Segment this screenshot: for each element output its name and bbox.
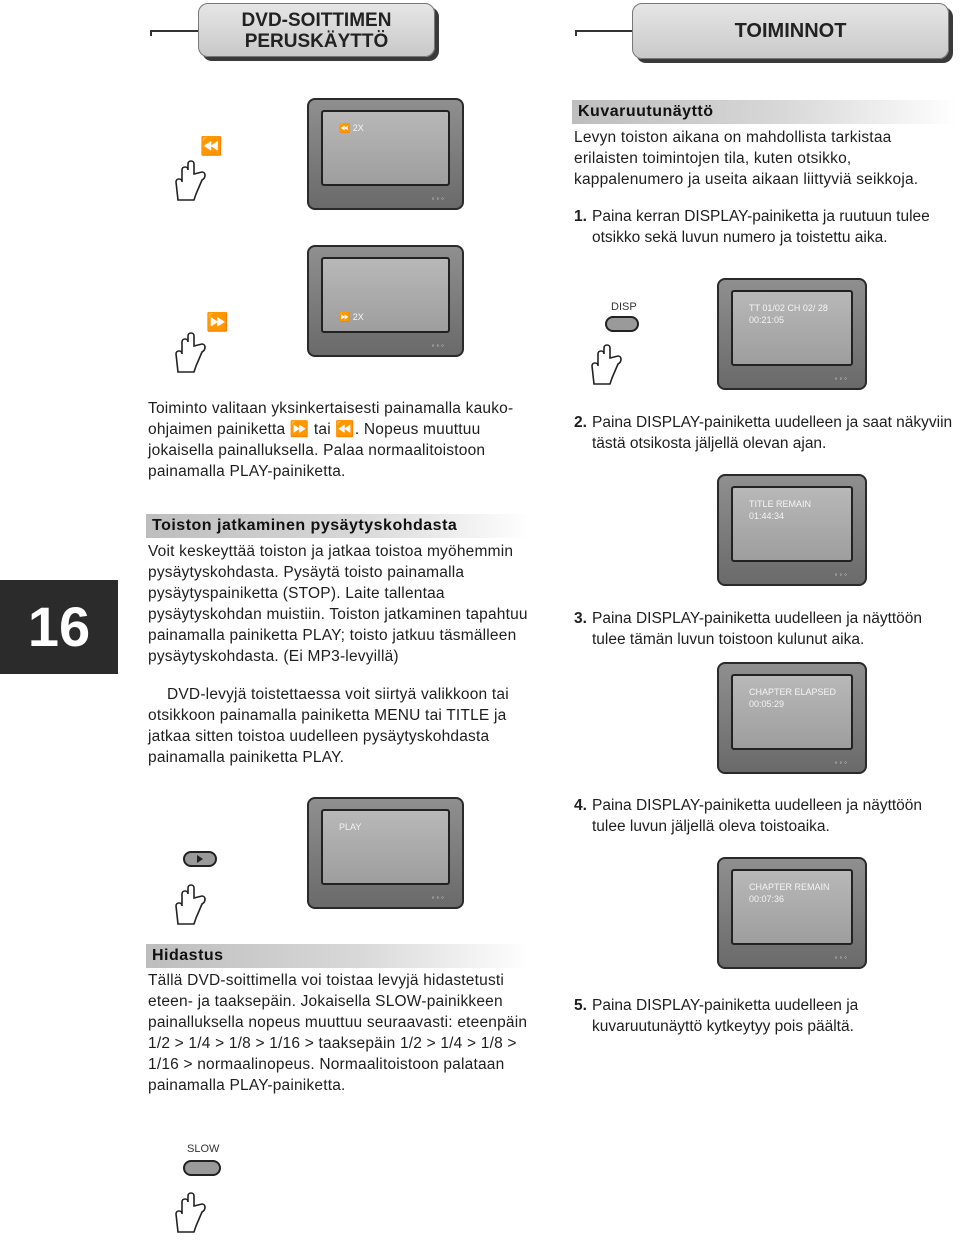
play-icon bbox=[197, 855, 203, 863]
slow-heading: Hidastus bbox=[146, 944, 530, 968]
display-heading: Kuvaruutunäyttö bbox=[572, 100, 958, 124]
tv-screen bbox=[731, 486, 853, 562]
resume-paragraph-1: Voit keskeyttää toiston ja jatkaa toistoa myöhemmin pysäytyskohdasta. Pysäytä toisto painamalla pysäytyspainiketta (STOP). Laite tallentaa pysäytyskohdan muistiin. Toiston jatkaminen tapahtuu painamalla painiketta PLAY; toisto jatkuu täsmälleen pysäytyskohdasta. (Ei MP3-levyillä) bbox=[148, 543, 528, 665]
tv-indicator-lights: ◦◦◦ bbox=[431, 341, 446, 350]
header-rule-left bbox=[150, 30, 198, 32]
header-rule-left-vertical bbox=[150, 30, 152, 36]
speed-instructions: Toiminto valitaan yksinkertaisesti painamalla kauko-ohjaimen painiketta ⏩ tai ⏪. Nopeus muuttuu jokaisella painalluksella. Palaa normaalitoistoon painamalla PLAY-painiketta. bbox=[148, 400, 514, 480]
resume-heading: Toiston jatkaminen pysäytyskohdasta bbox=[146, 514, 530, 538]
display-step-5: 5. Paina DISPLAY-painiketta uudelleen ja kuvaruutunäyttö kytkeytyy pois päältä. bbox=[574, 997, 859, 1035]
pointing-hand-icon bbox=[172, 884, 208, 926]
osd-speed: ⏩ 2X bbox=[339, 312, 364, 322]
display-step-1: 1. Paina kerran DISPLAY-painiketta ja ruutuun tulee otsikko sekä luvun numero ja toistettu aika. bbox=[574, 208, 930, 246]
tv-screen bbox=[321, 257, 450, 333]
osd-chapter-elapsed: CHAPTER ELAPSED 00:05:29 bbox=[749, 687, 837, 709]
tv-display-1 bbox=[717, 278, 867, 390]
tv-indicator-lights: ◦◦◦ bbox=[834, 953, 849, 962]
slow-button[interactable] bbox=[183, 1160, 221, 1176]
section-tab-functions: TOIMINNOT bbox=[632, 3, 949, 59]
tv-screen bbox=[731, 290, 853, 366]
play-button[interactable] bbox=[183, 851, 217, 867]
section-tab-basic-use-line2: PERUSKÄYTTÖ bbox=[244, 31, 389, 52]
disp-button-label: DISP bbox=[611, 301, 637, 313]
rewind-icon: ⏪ bbox=[200, 136, 223, 156]
resume-paragraph-2: DVD-levyjä toistettaessa voit siirtyä valikkoon tai otsikkoon painamalla painiketta MENU tai TITLE ja jatkaa sitten toistoa uudelleen pysäytyskohdasta painamalla painiketta PLAY. bbox=[148, 686, 509, 766]
fast-forward-icon: ⏩ bbox=[289, 421, 310, 438]
page-number: 16 bbox=[0, 580, 118, 674]
slow-paragraph: Tällä DVD-soittimella voi toistaa levyjä hidastetusti eteen- ja taaksepäin. Jokaisella SLOW-painikkeen painalluksella nopeus muuttuu seuraavasti: eteenpäin 1/2 > 1/4 > 1/8 > 1/16 > taaksepäin 1/2 > 1/4 > 1/8 > 1/16 > normaalinopeus. Normaalitoistoon palataan painamalla PLAY-painiketta. bbox=[148, 972, 528, 1094]
tv-play bbox=[307, 797, 464, 909]
pointing-hand-icon bbox=[172, 332, 208, 374]
osd-title-remain: TITLE REMAIN 01:44:34 bbox=[749, 499, 812, 521]
osd-title-chapter: TT 01/02 CH 02/ 28 00:21:05 bbox=[749, 303, 828, 325]
display-step-3: 3. Paina DISPLAY-painiketta uudelleen ja näyttöön tulee tämän luvun toistoon kulunut aika. bbox=[574, 610, 923, 648]
tv-indicator-lights: ◦◦◦ bbox=[834, 570, 849, 579]
tv-screen bbox=[321, 809, 450, 885]
pointing-hand-icon bbox=[588, 344, 624, 386]
osd-speed: ⏪ 2X bbox=[339, 123, 364, 133]
header-rule-right bbox=[575, 30, 632, 32]
section-tab-basic-use-line1: DVD-SOITTIMEN bbox=[241, 10, 392, 31]
tv-display-3 bbox=[717, 662, 867, 774]
pointing-hand-icon bbox=[172, 160, 208, 202]
tv-screen bbox=[731, 674, 853, 750]
fast-forward-icon: ⏩ bbox=[206, 312, 229, 332]
tv-screen bbox=[731, 869, 853, 945]
display-intro: Levyn toiston aikana on mahdollista tarkistaa erilaisten toimintojen tila, kuten otsikko, kappalenumero ja useita aikaan liittyviä seikkoja. bbox=[574, 129, 919, 188]
osd-play: PLAY bbox=[339, 822, 362, 832]
tv-indicator-lights: ◦◦◦ bbox=[431, 194, 446, 203]
fast-forward-icon: ⏩ bbox=[339, 312, 351, 322]
display-step-2: 2. Paina DISPLAY-painiketta uudelleen ja saat näkyviin tästä otsikosta jäljellä olevan ajan. bbox=[574, 414, 953, 452]
slow-button-label: SLOW bbox=[187, 1143, 220, 1155]
rewind-icon: ⏪ bbox=[339, 123, 351, 133]
tv-forward-2x bbox=[307, 245, 464, 357]
tv-indicator-lights: ◦◦◦ bbox=[431, 893, 446, 902]
tv-reverse-2x bbox=[307, 98, 464, 210]
rewind-icon: ⏪ bbox=[335, 421, 355, 438]
tv-screen bbox=[321, 110, 450, 186]
display-button[interactable] bbox=[605, 316, 639, 332]
header-rule-right-vertical bbox=[575, 30, 577, 36]
pointing-hand-icon bbox=[172, 1192, 208, 1234]
tv-indicator-lights: ◦◦◦ bbox=[834, 374, 849, 383]
section-tab-basic-use bbox=[198, 3, 435, 57]
tv-indicator-lights: ◦◦◦ bbox=[834, 758, 849, 767]
display-step-4: 4. Paina DISPLAY-painiketta uudelleen ja näyttöön tulee luvun jäljellä oleva toistoaika. bbox=[574, 797, 923, 835]
tv-display-4 bbox=[717, 857, 867, 969]
tv-display-2 bbox=[717, 474, 867, 586]
osd-chapter-remain: CHAPTER REMAIN 00:07:36 bbox=[749, 882, 830, 904]
